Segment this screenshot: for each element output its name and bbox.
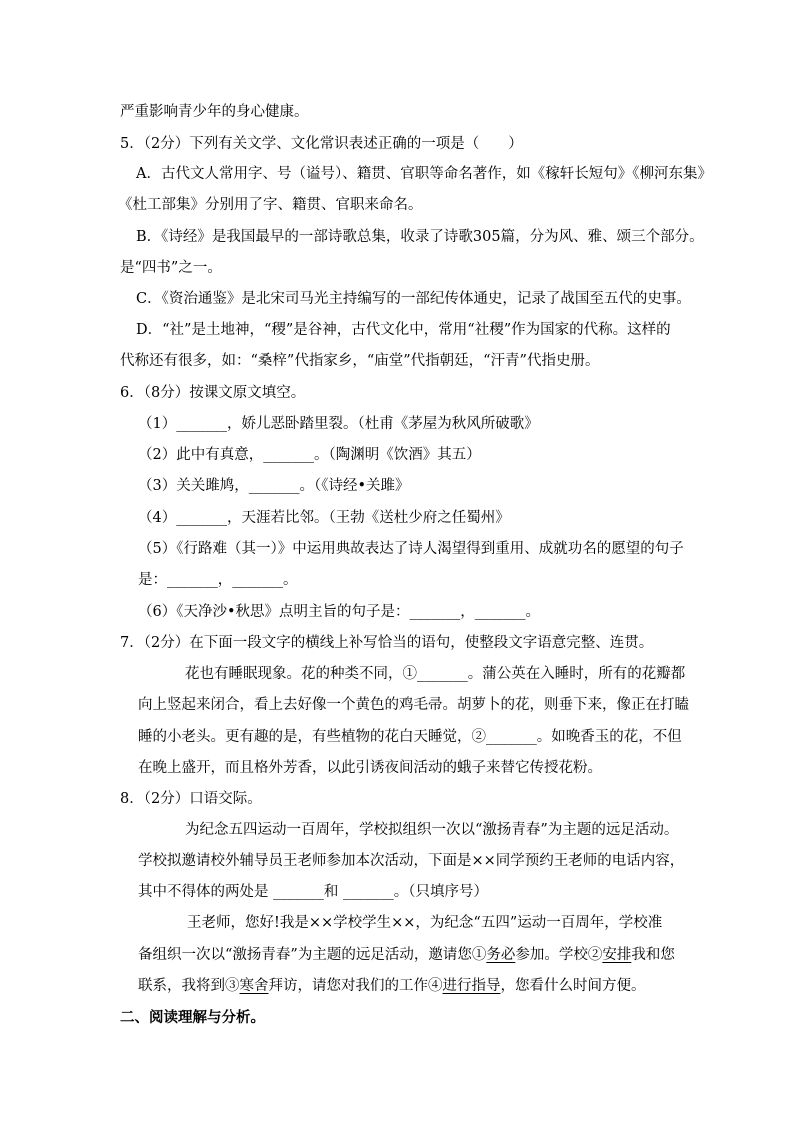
script-text: 备组织一次以“激扬青春”为主题的远足活动，邀请您① (138, 947, 487, 963)
section-heading: 二、阅读理解与分析。 (120, 1009, 265, 1026)
question-7-stem: 7．（2分）在下面一段文字的横线上补写恰当的语句，使整段文字语意完整、连贯。 (120, 635, 654, 651)
script-text: 联系，我将到③ (138, 978, 240, 994)
option-c: C．《资治通鉴》是北宋司马光主持编写的一部纪传体通史，记录了战国至五代的史事。 (136, 291, 691, 307)
script-text: ，您看什么时间方便。 (500, 978, 646, 994)
context-line-3: 其中不得体的两处是 _______和 _______。（只填序号） (138, 884, 488, 900)
option-d-line-1: D．“社”是土地神，“稷”是谷神，古代文化中，常用“社稷”作为国家的代称。这样的 (136, 322, 671, 338)
fill-item-4: （4）_______，天涯若比邻。（王勃《送杜少府之任蜀州》 (138, 510, 510, 526)
option-b-line-1: B．《诗经》是我国最早的一部诗歌总集，收录了诗歌305篇，分为风、雅、颂三个部分。 (136, 229, 704, 245)
fill-item-1: （1）_______，娇儿恶卧踏里裂。（杜甫《茅屋为秋风所破歌》 (138, 416, 539, 432)
fill-item-6: （6）《天净沙•秋思》点明主旨的句子是：_______，_______。 (138, 604, 541, 620)
fill-item-5-line-2: 是：_______，_______。 (138, 572, 298, 588)
fill-item-3: （3）关关雎鸠，_______。（《诗经•关雎》 (138, 478, 410, 494)
script-text: 参加。学校② (515, 947, 603, 963)
underlined-phrase-3: 寒舍 (239, 978, 269, 994)
option-a-line-2: 《杜工部集》分别用了字、籍贯、官职来命名。 (118, 197, 423, 213)
underlined-phrase-4: 进行指导 (442, 978, 501, 994)
passage-line-4: 在晚上盛开，而且格外芳香，以此引诱夜间活动的蛾子来替它传授花粉。 (138, 760, 602, 776)
phone-script-line-1: 王老师，您好!我是××学校学生××，为纪念“五四”运动一百周年，学校准 (187, 915, 663, 931)
script-text: 拜访，请您对我们的工作④ (268, 978, 443, 994)
option-a-line-1: A．古代文人常用字、号（谥号）、籍贯、官职等命名著作，如《稼轩长短句》《柳河东集》 (136, 166, 712, 182)
option-b-line-2: 是“四书”之一。 (120, 260, 222, 276)
question-6-stem: 6．（8分）按课文原文填空。 (120, 385, 306, 401)
underlined-phrase-2: 安排 (602, 947, 632, 963)
phone-script-line-3 (138, 976, 646, 996)
phone-script-line-2 (138, 945, 675, 965)
question-8-stem: 8．（2分）口语交际。 (120, 791, 262, 807)
script-text: 我和您 (631, 947, 675, 963)
fill-item-2: （2）此中有真意，_______。（陶渊明《饮酒》其五） (138, 447, 481, 463)
context-line-2: 学校拟邀请校外辅导员王老师参加本次活动，下面是××同学预约王老师的电话内容， (138, 853, 685, 869)
text-line: 严重影响青少年的身心健康。 (120, 104, 309, 120)
option-d-line-2: 代称还有很多，如：“桑梓”代指家乡，“庙堂”代指朝廷，“汗青”代指史册。 (120, 353, 600, 369)
question-5-stem: 5．（2分）下列有关文学、文化常识表述正确的一项是（ ） (120, 136, 523, 152)
passage-line-3: 睡的小老头。更有趣的是，有些植物的花白天睡觉，②_______。如晚香玉的花，不但 (138, 729, 682, 745)
passage-line-1: 花也有睡眠现象。花的种类不同，①_______。蒲公英在入睡时，所有的花瓣都 (185, 666, 686, 682)
fill-item-5-line-1: （5）《行路难（其一）》中运用典故表达了诗人渴望得到重用、成就功名的愿望的句子 (138, 541, 684, 557)
context-line-1: 为纪念五四运动一百周年，学校拟组织一次以“激扬青春”为主题的远足活动。 (185, 822, 679, 838)
passage-line-2: 向上竖起来闭合，看上去好像一个黄色的鸡毛帚。胡萝卜的花，则垂下来，像正在打瞌 (138, 697, 689, 713)
underlined-phrase-1: 务必 (486, 947, 516, 963)
